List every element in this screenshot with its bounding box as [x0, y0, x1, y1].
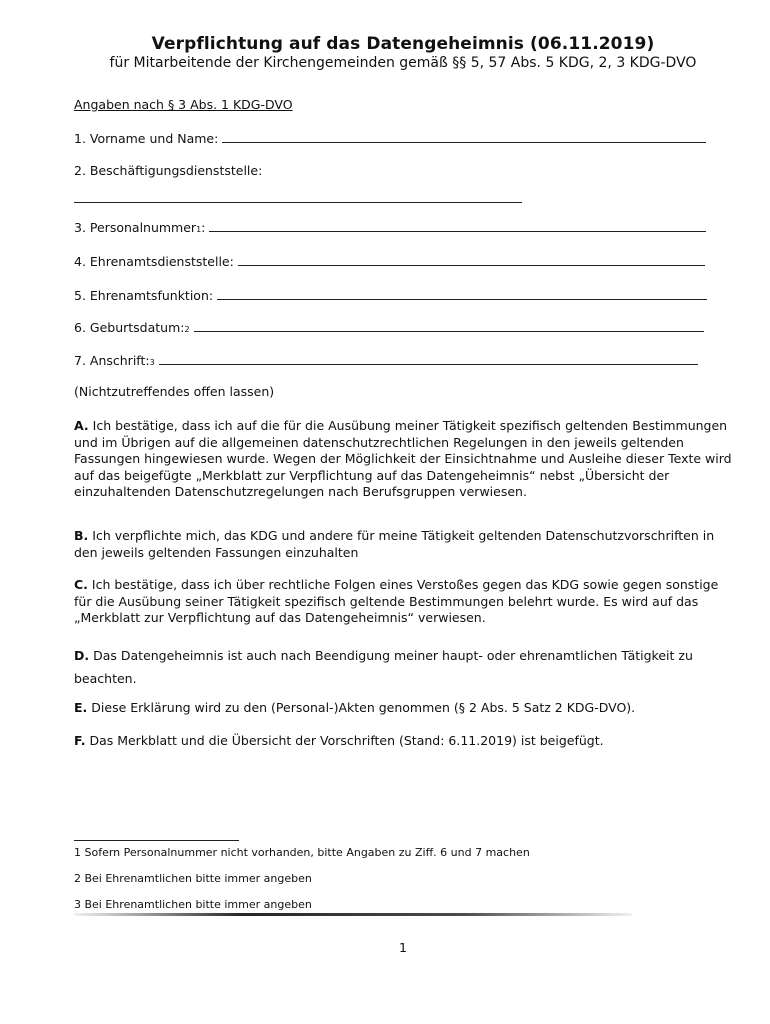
field-label: 5. Ehrenamtsfunktion: [74, 288, 214, 303]
field-volunteer-function [74, 287, 707, 303]
document-title: Verpflichtung auf das Datengeheimnis (06.11.2019) [151, 34, 655, 54]
field-volunteer-office [74, 253, 705, 269]
page-number: 1 [399, 940, 407, 955]
footnote-3: 3 Bei Ehrenamtlichen bitte immer angeben [74, 898, 312, 911]
paragraph-c [74, 577, 739, 627]
footnote-2: 2 Bei Ehrenamtlichen bitte immer angeben [74, 872, 312, 885]
field-label: 3. Personalnummer [74, 220, 197, 235]
address-input-line[interactable] [159, 352, 698, 365]
paragraph-text: Ich bestätige, dass ich über rechtliche Folgen eines Verstoßes gegen das KDG sowie gegen sonstige für die Ausübung seiner Tätigkeit spezifisch geltende Bestimmungen belehrt wurde. Es wird auf das „Merkblatt zur Verpflichtung auf das Datengeheimnis“ verwiesen. [74, 577, 719, 626]
field-birthdate: 6. Geburtsdatum: 2 [74, 319, 704, 335]
paragraph-letter: C. [74, 577, 88, 592]
field-label: 2. Beschäftigungsdienststelle: [74, 163, 263, 178]
field-address: 7. Anschrift: 3 [74, 352, 698, 368]
volunteer-office-input-line[interactable] [238, 253, 705, 266]
paragraph-a [74, 418, 739, 501]
section-heading: Angaben nach § 3 Abs. 1 KDG-DVO [74, 97, 293, 112]
field-name [74, 130, 706, 146]
volunteer-function-input-line[interactable] [217, 287, 707, 300]
paragraph-text: Ich verpflichte mich, das KDG und andere für meine Tätigkeit geltenden Datenschutzvorschriften in den jeweils geltenden Fassungen einzuhalten [74, 528, 715, 560]
document-subtitle: für Mitarbeitende der Kirchengemeinden gemäß §§ 5, 57 Abs. 5 KDG, 2, 3 KDG-DVO [109, 55, 697, 71]
paragraph-letter: F. [74, 733, 86, 748]
note-text: (Nichtzutreffendes offen lassen) [74, 384, 275, 399]
footnote-1: 1 Sofern Personalnummer nicht vorhanden, bitte Angaben zu Ziff. 6 und 7 machen [74, 846, 530, 859]
field-personnel-number: 3. Personalnummer 1 : [74, 219, 706, 235]
personnel-number-input-line[interactable] [209, 219, 706, 232]
employment-office-input-line[interactable] [74, 202, 522, 203]
field-label: 1. Vorname und Name: [74, 131, 219, 146]
field-label: 6. Geburtsdatum: [74, 320, 185, 335]
paragraph-letter: B. [74, 528, 89, 543]
paragraph-f [74, 733, 739, 750]
scan-artifact-line [74, 913, 632, 916]
paragraph-letter: E. [74, 700, 88, 715]
field-employment-office [74, 163, 262, 178]
name-input-line[interactable] [222, 130, 706, 143]
paragraph-b [74, 528, 739, 561]
paragraph-text: Ich bestätige, dass ich auf die für die Ausübung meiner Tätigkeit spezifisch geltenden Bestimmungen und im Übrigen auf die allgemeinen datenschutzrechtlichen Regelungen in den jeweils geltenden Fassungen hingewiesen wurde. Wegen der Möglichkeit der Einsichtnahme und Ausleihe dieser Texte wird auf das beigefügte „Merkblatt zur Verpflichtung auf das Datengeheimnis“ nebst „Übersicht der einzuhaltenden Datenschutzregelungen nach Berufsgruppen verwiesen. [74, 418, 732, 500]
birthdate-input-line[interactable] [194, 319, 704, 332]
paragraph-text: Diese Erklärung wird zu den (Personal-)Akten genommen (§ 2 Abs. 5 Satz 2 KDG-DVO). [91, 700, 636, 715]
field-label: 7. Anschrift: [74, 353, 150, 368]
paragraph-text: Das Datengeheimnis ist auch nach Beendigung meiner haupt- oder ehrenamtlichen Tätigkeit zu beachten. [74, 648, 693, 686]
paragraph-e [74, 700, 739, 717]
footnote-separator [74, 840, 239, 841]
paragraph-text: Das Merkblatt und die Übersicht der Vorschriften (Stand: 6.11.2019) ist beigefügt. [89, 733, 604, 748]
paragraph-letter: A. [74, 418, 89, 433]
field-label: 4. Ehrenamtsdienststelle: [74, 254, 234, 269]
paragraph-letter: D. [74, 648, 90, 663]
paragraph-d [74, 644, 739, 690]
field-label-suffix: : [201, 220, 206, 235]
